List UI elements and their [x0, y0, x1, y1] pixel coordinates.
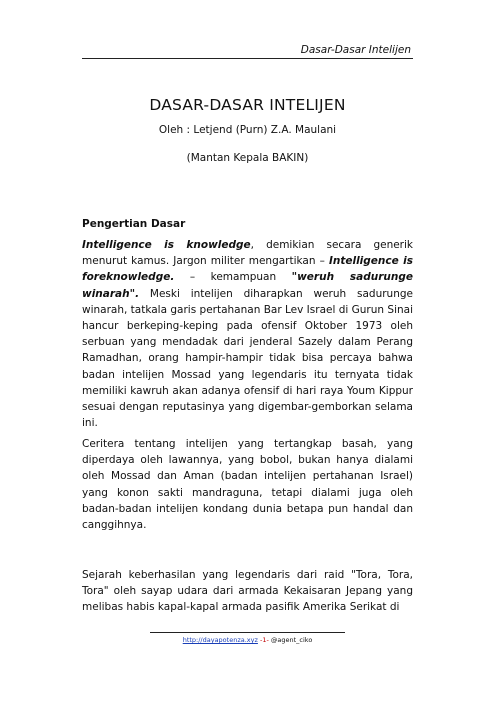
paragraph-1-text-a: , demikian secara generik menurut kamus. Jargon militer mengartikan –	[82, 239, 414, 268]
header-divider	[82, 58, 413, 59]
footer-link[interactable]: http://dayapotenza.xyz	[182, 636, 258, 644]
paragraph-1-text-c: Meski intelijen diharapkan weruh sadurunge winarah, tatkala garis pertahanan Bar Lev Israel di Gurun Sinai hancur berkeping-keping pada ofensif Oktober 1973 oleh serbuan yang mendadak dari jenderal Sazely dalam Perang Ramadhan, orang hampir-hampir tidak bisa percaya bahwa badan intelijen Mossad yang legendaris itu ternyata tidak memiliki kawruh akan adanya ofensif di hari raya Youm Kippur sesuai dengan reputasinya yang digembar-gemborkan selama ini.	[82, 287, 413, 430]
author-line: Oleh : Letjend (Purn) Z.A. Maulani	[158, 124, 337, 136]
running-header: Dasar-Dasar Intelijen	[300, 44, 411, 56]
emphasis-foreknowledge: Intelligence is foreknowledge.	[82, 255, 413, 284]
section-heading: Pengertian Dasar	[82, 218, 186, 230]
paragraph-2: Ceritera tentang intelijen yang tertangkap basah, yang diperdaya oleh lawannya, yang bobol, bukan hanya dialami oleh Mossad dan Aman (badan intelijen pertahanan Israel) yang konon sakti mandraguna, tetapi dialami juga oleh badan-badan intelijen kondang dunia betapa pun handal dan canggihnya.	[82, 438, 413, 532]
page-footer	[0, 636, 495, 644]
paragraph-1	[82, 237, 413, 431]
emphasis-intelligence-knowledge: Intelligence is knowledge	[82, 239, 251, 251]
footer-handle: @agent_ciko	[270, 636, 313, 644]
paragraph-3: Sejarah keberhasilan yang legendaris dari raid "Tora, Tora, Tora" oleh sayap udara dari armada Kekaisaran Jepang yang melibas habis kapal-kapal armada pasifik Amerika Serikat di	[82, 569, 413, 614]
page-number: -1-	[257, 636, 271, 644]
paragraph-1-text-b: – kemampuan	[174, 271, 292, 284]
author-role: (Mantan Kepala BAKIN)	[186, 152, 309, 164]
document-title: DASAR-DASAR INTELIJEN	[149, 96, 346, 114]
emphasis-weruh: "weruh sadurunge winarah".	[82, 271, 414, 300]
footer-divider	[150, 632, 345, 633]
